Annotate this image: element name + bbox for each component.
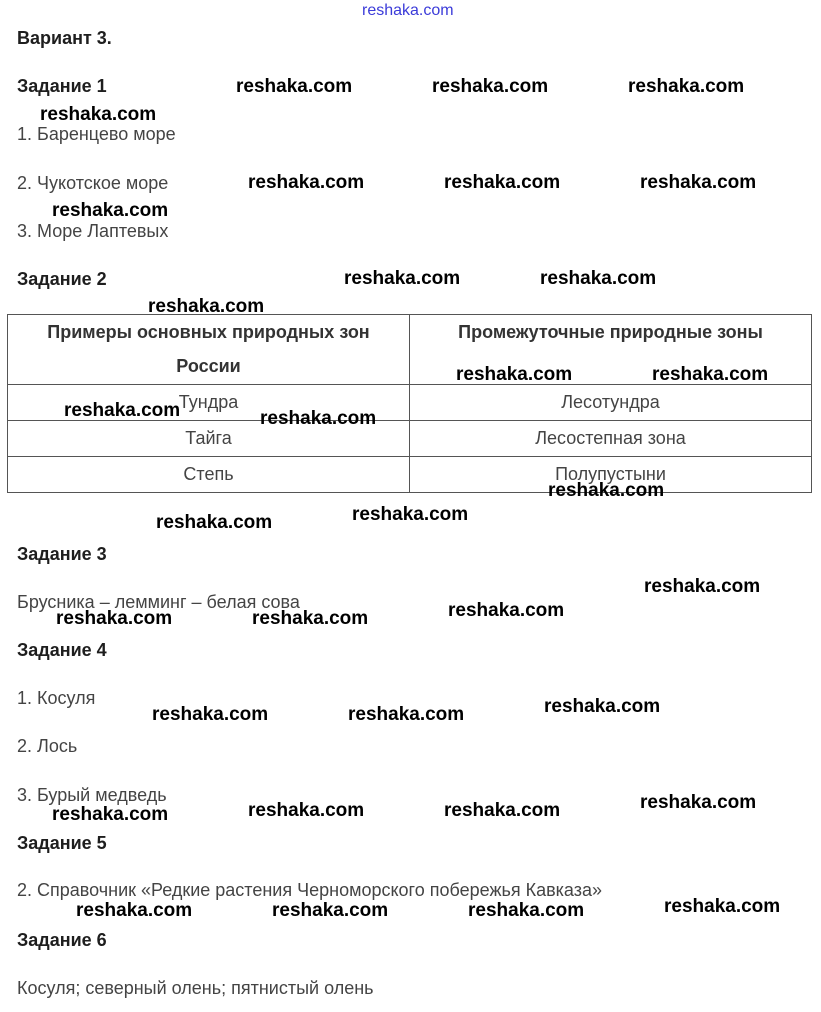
table-row bbox=[8, 421, 812, 457]
watermark-text: reshaka.com bbox=[468, 900, 585, 921]
task-1-line-3: 3. Море Лаптевых bbox=[17, 221, 169, 241]
task-1-line-1: 1. Баренцево море bbox=[17, 124, 176, 144]
watermark-text: reshaka.com bbox=[448, 600, 565, 621]
table-header-intermediate-zones: Промежуточные природные зоны bbox=[410, 315, 812, 385]
site-header-link[interactable]: reshaka.com bbox=[362, 2, 454, 19]
table-cell: Степь bbox=[8, 457, 410, 493]
task-4-line-3: 3. Бурый медведь bbox=[17, 785, 167, 805]
task-4-line-2: 2. Лось bbox=[17, 736, 78, 756]
table-cell: Полупустыни bbox=[410, 457, 812, 493]
watermark-text: reshaka.com bbox=[156, 512, 273, 533]
watermark-text: reshaka.com bbox=[640, 792, 757, 813]
watermark-text: reshaka.com bbox=[148, 296, 265, 317]
watermark-text: reshaka.com bbox=[64, 400, 181, 421]
task-2-heading: Задание 2 bbox=[17, 269, 107, 289]
watermark-text: reshaka.com bbox=[644, 576, 761, 597]
watermark-text: reshaka.com bbox=[252, 608, 369, 629]
task-4-heading: Задание 4 bbox=[17, 640, 107, 660]
task-5-line-1: 2. Справочник «Редкие растения Черноморского побережья Кавказа» bbox=[17, 880, 603, 900]
watermark-text: reshaka.com bbox=[664, 896, 781, 917]
task-1-line-2: 2. Чукотское море bbox=[17, 173, 169, 193]
watermark-text: reshaka.com bbox=[432, 76, 549, 97]
table-row bbox=[8, 457, 812, 493]
table-header-main-zones: Примеры основных природных зон России bbox=[8, 315, 410, 385]
task-1-heading: Задание 1 bbox=[17, 76, 107, 96]
watermark-text: reshaka.com bbox=[352, 504, 469, 525]
watermark-text: reshaka.com bbox=[348, 704, 465, 725]
table-cell: Лесотундра bbox=[410, 385, 812, 421]
watermark-text: reshaka.com bbox=[548, 480, 665, 501]
watermark-text: reshaka.com bbox=[344, 268, 461, 289]
task-3-heading: Задание 3 bbox=[17, 544, 107, 564]
table-cell: Тайга bbox=[8, 421, 410, 457]
watermark-text: reshaka.com bbox=[628, 76, 745, 97]
table-cell: Лесостепная зона bbox=[410, 421, 812, 457]
watermark-text: reshaka.com bbox=[444, 172, 561, 193]
watermark-text: reshaka.com bbox=[444, 800, 561, 821]
task-4-line-1: 1. Косуля bbox=[17, 688, 96, 708]
watermark-text: reshaka.com bbox=[260, 408, 377, 429]
watermark-text: reshaka.com bbox=[272, 900, 389, 921]
page-title: Вариант 3. bbox=[17, 28, 112, 48]
watermark-text: reshaka.com bbox=[236, 76, 353, 97]
watermark-text: reshaka.com bbox=[540, 268, 657, 289]
watermark-text: reshaka.com bbox=[52, 200, 169, 221]
watermark-text: reshaka.com bbox=[52, 804, 169, 825]
watermark-text: reshaka.com bbox=[248, 800, 365, 821]
task-3-line-1: Брусника – лемминг – белая сова bbox=[17, 592, 300, 612]
task-6-line-1: Косуля; северный олень; пятнистый олень bbox=[17, 978, 374, 998]
task-5-heading: Задание 5 bbox=[17, 833, 107, 853]
table-cell: Тундра bbox=[8, 385, 410, 421]
watermark-text: reshaka.com bbox=[40, 104, 157, 125]
watermark-text: reshaka.com bbox=[76, 900, 193, 921]
watermark-text: reshaka.com bbox=[544, 696, 661, 717]
watermark-text: reshaka.com bbox=[652, 364, 769, 385]
task-6-heading: Задание 6 bbox=[17, 930, 107, 950]
watermark-text: reshaka.com bbox=[456, 364, 573, 385]
watermark-text: reshaka.com bbox=[248, 172, 365, 193]
watermark-text: reshaka.com bbox=[152, 704, 269, 725]
watermark-text: reshaka.com bbox=[640, 172, 757, 193]
watermark-text: reshaka.com bbox=[56, 608, 173, 629]
